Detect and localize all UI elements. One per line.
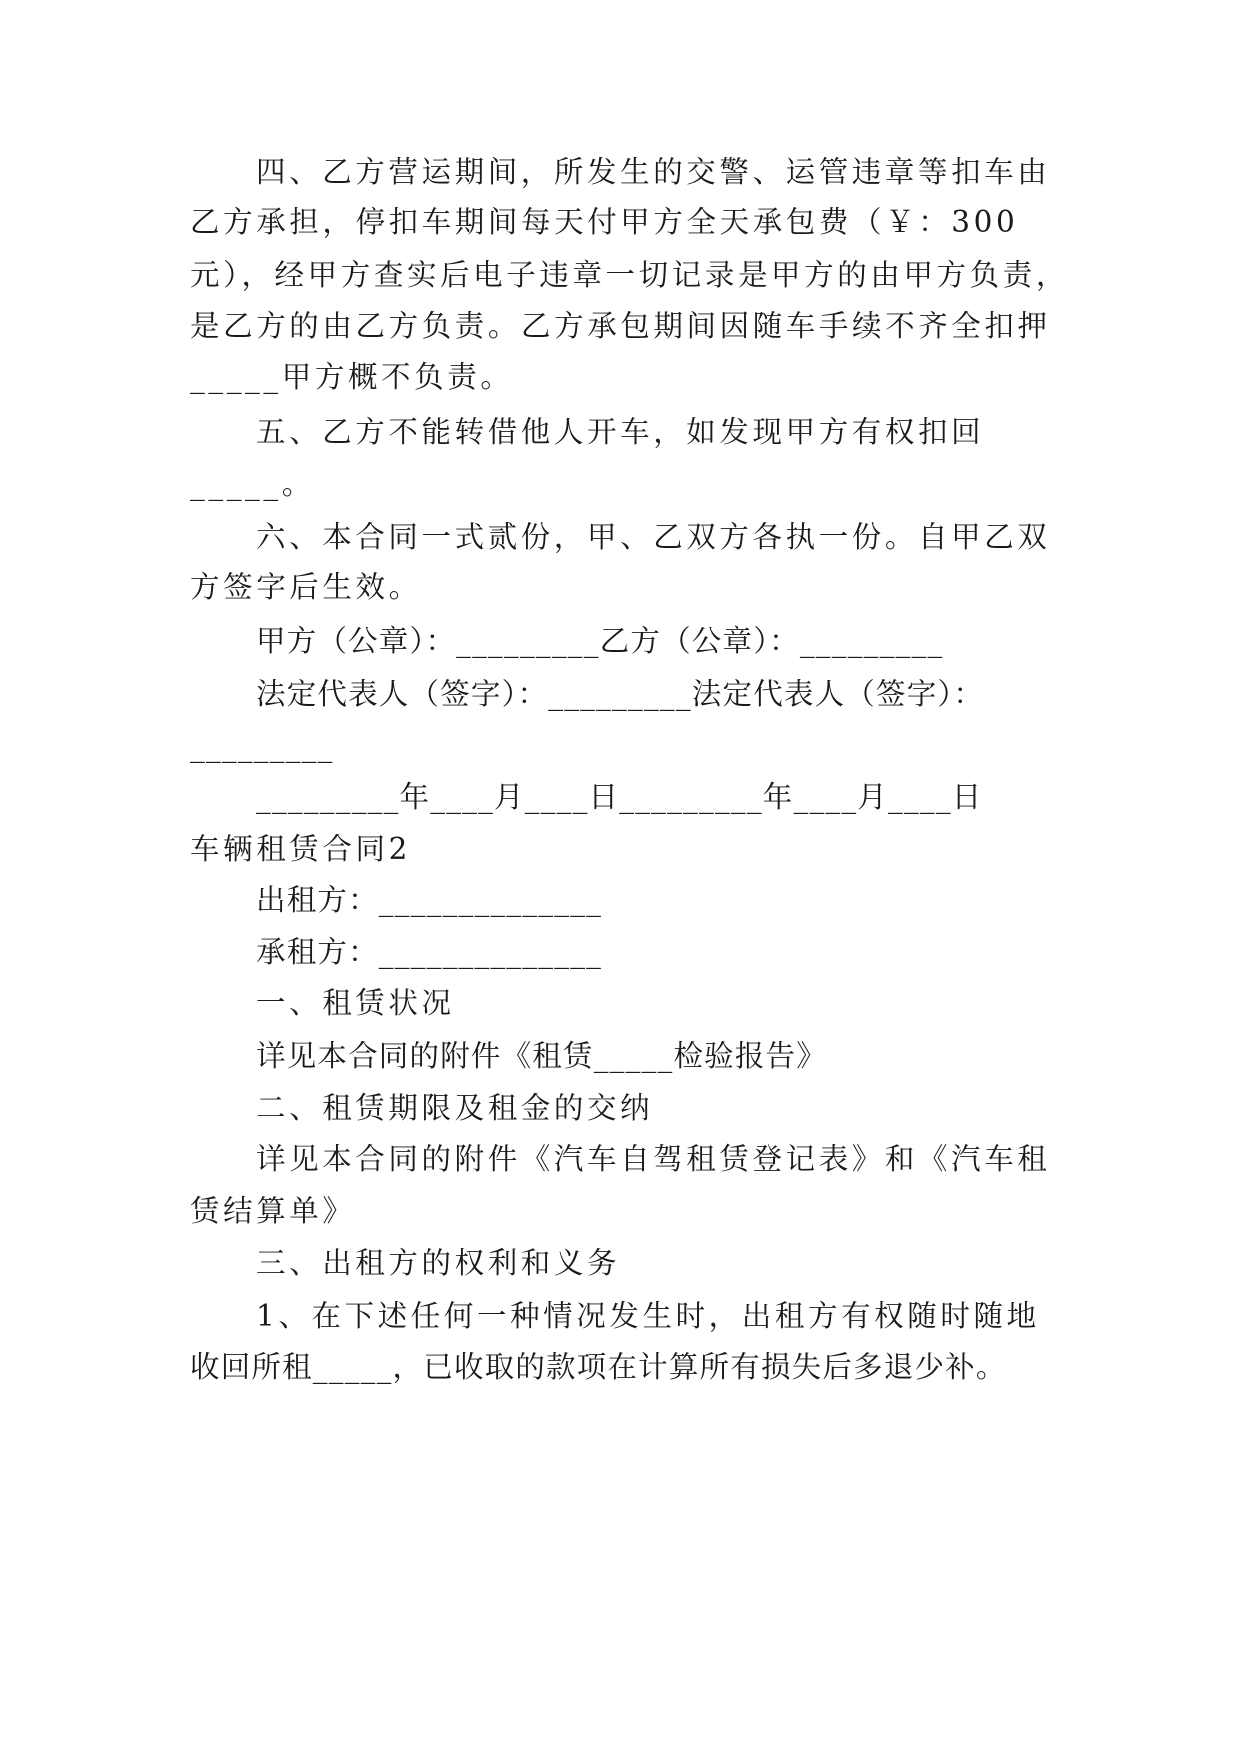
signature-line: _________ xyxy=(190,729,334,763)
clause-heading: 一、租赁状况 xyxy=(256,986,455,1020)
paragraph-line: 五、乙方不能转借他人开车，如发现甲方有权扣回 xyxy=(256,415,985,449)
paragraph-line: 收回所租_____，已收取的款项在计算所有损失后多退少补。 xyxy=(190,1350,1007,1384)
paragraph-line: 是乙方的由乙方负责。乙方承包期间因随车手续不齐全扣押 xyxy=(190,309,1051,343)
signature-line: 法定代表人（签字）：_________法定代表人（签字）： xyxy=(256,677,985,711)
paragraph-line: 1、在下述任何一种情况发生时，出租方有权随时随地 xyxy=(256,1299,1040,1333)
paragraph-line: 详见本合同的附件《汽车自驾租赁登记表》和《汽车租 xyxy=(256,1142,1051,1176)
paragraph-line: 详见本合同的附件《租赁_____检验报告》 xyxy=(256,1039,827,1073)
paragraph-line: _____甲方概不负责。 xyxy=(190,360,514,394)
paragraph-line: 四、乙方营运期间，所发生的交警、运管违章等扣车由 xyxy=(256,155,1051,189)
section-title: 车辆租赁合同2 xyxy=(190,832,411,866)
paragraph-line: 乙方承担，停扣车期间每天付甲方全天承包费（￥：300 xyxy=(190,205,1019,239)
paragraph-line: 元），经甲方查实后电子违章一切记录是甲方的由甲方负责， xyxy=(190,258,1069,292)
paragraph-line: _____。 xyxy=(190,467,315,501)
clause-heading: 三、出租方的权利和义务 xyxy=(256,1246,621,1280)
signature-line: 甲方（公章）：_________乙方（公章）：_________ xyxy=(256,624,944,658)
paragraph-line: 六、本合同一式贰份，甲、乙双方各执一份。自甲乙双 xyxy=(256,520,1051,554)
party-line: 承租方：______________ xyxy=(256,935,603,969)
party-line: 出租方：______________ xyxy=(256,883,603,917)
clause-heading: 二、租赁期限及租金的交纳 xyxy=(256,1091,654,1125)
paragraph-line: 方签字后生效。 xyxy=(190,570,422,604)
date-line: _________年____月____日_________年____月____日 xyxy=(256,780,983,814)
paragraph-line: 赁结算单》 xyxy=(190,1194,356,1228)
